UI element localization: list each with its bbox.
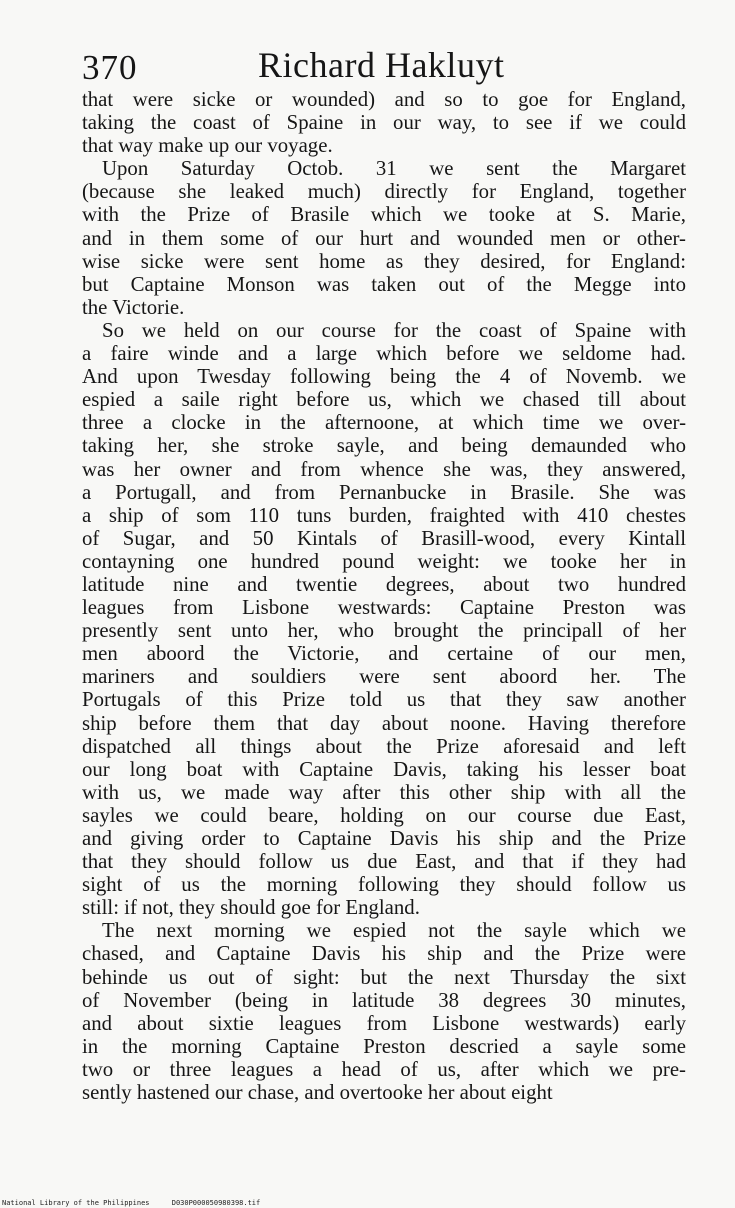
paragraph — [82, 157, 686, 319]
page-number: 370 — [82, 48, 138, 87]
text-line: contayning one hundred pound weight: we tooke her in — [82, 549, 686, 573]
text-line: two or three leagues a head of us, after which we pre- — [82, 1057, 686, 1081]
text-line: mariners and souldiers were sent aboord her. The — [82, 665, 686, 689]
text-line: in the morning Captaine Preston descried a sayle some — [82, 1034, 686, 1058]
text-line: behinde us out of sight: but the next Thursday the sixt — [82, 965, 686, 989]
text-line: latitude nine and twentie degrees, about two hundred — [82, 572, 686, 596]
text-line: still: if not, they should goe for England. — [82, 896, 420, 920]
text-line: with the Prize of Brasile which we tooke at S. Marie, — [82, 203, 686, 227]
text-line: And upon Twesday following being the 4 of Novemb. we — [82, 365, 686, 389]
text-line: with us, we made way after this other ship with all the — [82, 780, 686, 804]
text-line: that they should follow us due East, and that if they had — [82, 850, 686, 874]
text-line: that were sicke or wounded) and so to goe for England, — [82, 88, 686, 111]
text-line: So we held on our course for the coast of Spaine with — [102, 318, 686, 342]
text-line: leagues from Lisbone westwards: Captaine Preston was — [82, 596, 686, 620]
paragraph — [82, 319, 686, 919]
text-line: a ship of som 110 tuns burden, fraighted with 410 chestes — [82, 503, 686, 527]
running-title: Richard Hakluyt — [258, 45, 505, 85]
scan-footer — [2, 1199, 260, 1207]
text-line: of November (being in latitude 38 degrees 30 minutes, — [82, 988, 686, 1012]
text-line: was her owner and from whence she was, they answered, — [82, 457, 686, 481]
text-line: a Portugall, and from Pernanbucke in Brasile. She was — [82, 480, 686, 504]
text-line: that way make up our voyage. — [82, 134, 333, 158]
text-line: and in them some of our hurt and wounded men or other- — [82, 226, 686, 250]
text-line: presently sent unto her, who brought the principall of her — [82, 619, 686, 643]
text-line: taking the coast of Spaine in our way, to see if we could — [82, 111, 686, 135]
text-line: wise sicke were sent home as they desired, for England: — [82, 249, 686, 273]
text-line: The next morning we espied not the sayle which we — [102, 919, 686, 943]
text-line: three a clocke in the afternoone, at which time we over- — [82, 411, 686, 435]
text-line: men aboord the Victorie, and certaine of our men, — [82, 642, 686, 666]
body-text — [82, 88, 686, 1104]
page-header — [82, 44, 692, 90]
text-line: sayles we could beare, holding on our course due East, — [82, 803, 686, 827]
text-line: (because she leaked much) directly for England, together — [82, 180, 686, 204]
text-line: a faire winde and a large which before we seldome had. — [82, 342, 686, 366]
text-line: sently hastened our chase, and overtooke her about eight — [82, 1081, 553, 1105]
text-line: taking her, she stroke sayle, and being demaunded who — [82, 434, 686, 458]
text-line: but Captaine Monson was taken out of the Megge into — [82, 272, 686, 296]
file-name: D030P000050980398.tif — [171, 1199, 261, 1207]
text-line: the Victorie. — [82, 295, 185, 319]
paragraph — [82, 919, 686, 1104]
text-line: and about sixtie leagues from Lisbone westwards) early — [82, 1011, 686, 1035]
text-line: and giving order to Captaine Davis his ship and the Prize — [82, 827, 686, 850]
text-line: our long boat with Captaine Davis, taking his lesser boat — [82, 757, 686, 781]
text-line: espied a saile right before us, which we chased till about — [82, 388, 686, 412]
text-line: dispatched all things about the Prize aforesaid and left — [82, 734, 686, 758]
text-line: Upon Saturday Octob. 31 we sent the Margaret — [102, 157, 686, 181]
text-line: of Sugar, and 50 Kintals of Brasill-wood, every Kintall — [82, 526, 686, 550]
text-line: sight of us the morning following they should follow us — [82, 873, 686, 897]
library-credit: National Library of the Philippines — [2, 1199, 150, 1207]
paragraph — [82, 88, 686, 157]
text-line: chased, and Captaine Davis his ship and the Prize were — [82, 942, 686, 966]
text-line: Portugals of this Prize told us that they saw another — [82, 688, 686, 712]
text-line: ship before them that day about noone. Having therefore — [82, 711, 686, 735]
